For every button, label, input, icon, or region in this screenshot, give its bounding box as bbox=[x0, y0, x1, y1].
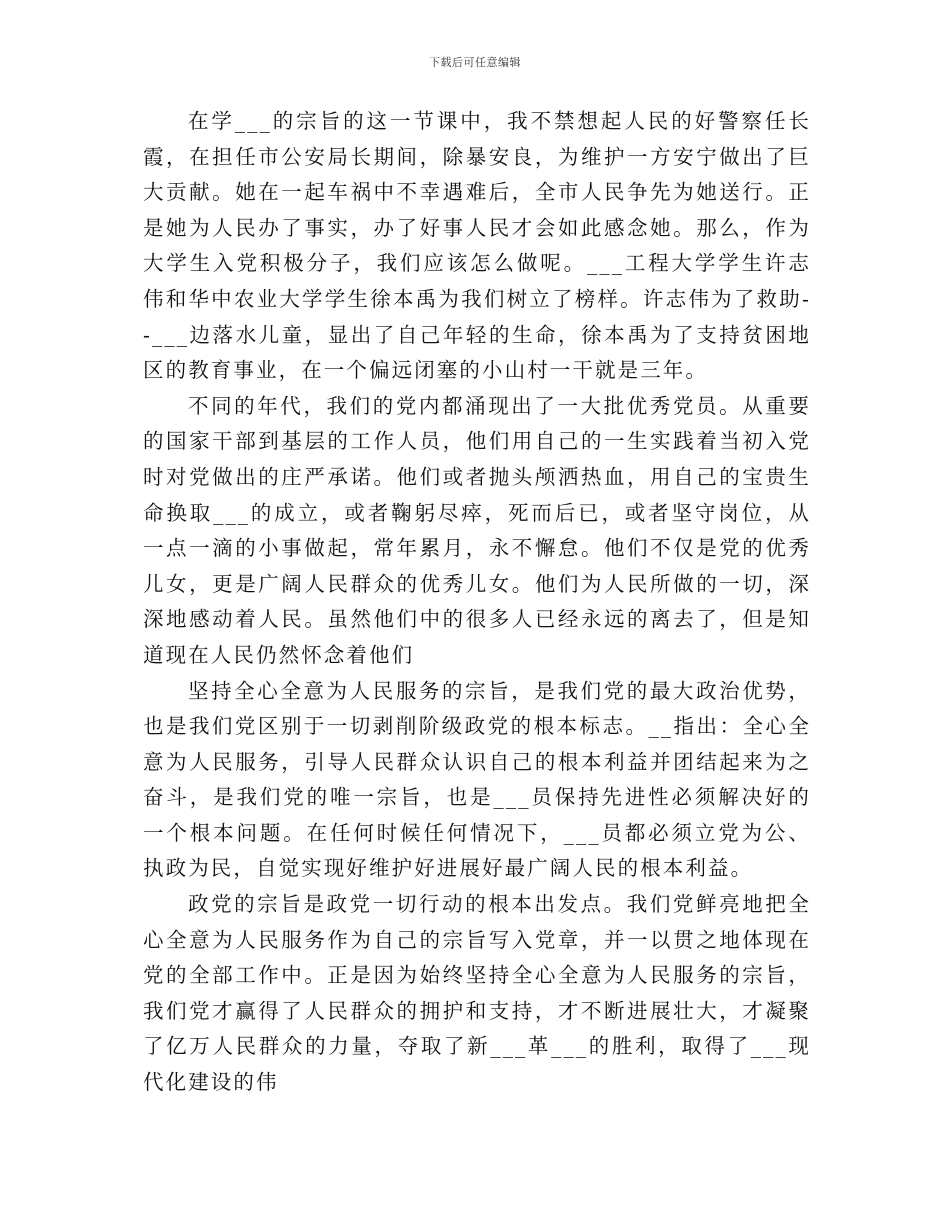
paragraph-3: 坚持全心全意为人民服务的宗旨，是我们党的最大政治优势，也是我们党区别于一切剥削阶级政党的根本标志。__指出：全心全意为人民服务，引导人民群众认识自己的根本利益并团结起来为之奋斗，是我们党的唯一宗旨，也是___员保持先进性必须解决好的一个根本问题。在任何时候任何情况下，___员都必须立党为公、执政为民，自觉实现好维护好进展好最广阔人民的根本利益。 bbox=[143, 678, 811, 881]
paragraph-2: 不同的年代，我们的党内都涌现出了一大批优秀党员。从重要的国家干部到基层的工作人员，他们用自己的一生实践着当初入党时对党做出的庄严承诺。他们或者抛头颅洒热血，用自己的宝贵生命换取___的成立，或者鞠躬尽瘁，死而后已，或者坚守岗位，从一点一滴的小事做起，常年累月，永不懈怠。他们不仅是党的优秀儿女，更是广阔人民群众的优秀儿女。他们为人民所做的一切，深深地感动着人民。虽然他们中的很多人已经永远的离去了，但是知道现在人民仍然怀念着他们 bbox=[143, 393, 811, 667]
paragraph-1: 在学___的宗旨的这一节课中，我不禁想起人民的好警察任长霞，在担任市公安局长期间，除暴安良，为维护一方安宁做出了巨大贡献。她在一起车祸中不幸遇难后，全市人民争先为她送行。正是她为人民办了事实，办了好事人民才会如此感念她。那么，作为大学生入党积极分子，我们应该怎么做呢。___工程大学学生许志伟和华中农业大学学生徐本禹为我们树立了榜样。许志伟为了救助--___边落水儿童，显出了自己年轻的生命，徐本禹为了支持贫困地区的教育事业，在一个偏远闭塞的小山村一干就是三年。 bbox=[143, 109, 811, 383]
paragraph-4: 政党的宗旨是政党一切行动的根本出发点。我们党鲜亮地把全心全意为人民服务作为自己的宗旨写入党章，并一以贯之地体现在党的全部工作中。正是因为始终坚持全心全意为人民服务的宗旨，我们党才赢得了人民群众的拥护和支持，才不断进展壮大，才凝聚了亿万人民群众的力量，夺取了新___革___的胜利，取得了___现代化建设的伟 bbox=[143, 892, 811, 1095]
page-header: 下载后可任意编辑 bbox=[429, 56, 521, 69]
document-body bbox=[143, 104, 811, 1101]
